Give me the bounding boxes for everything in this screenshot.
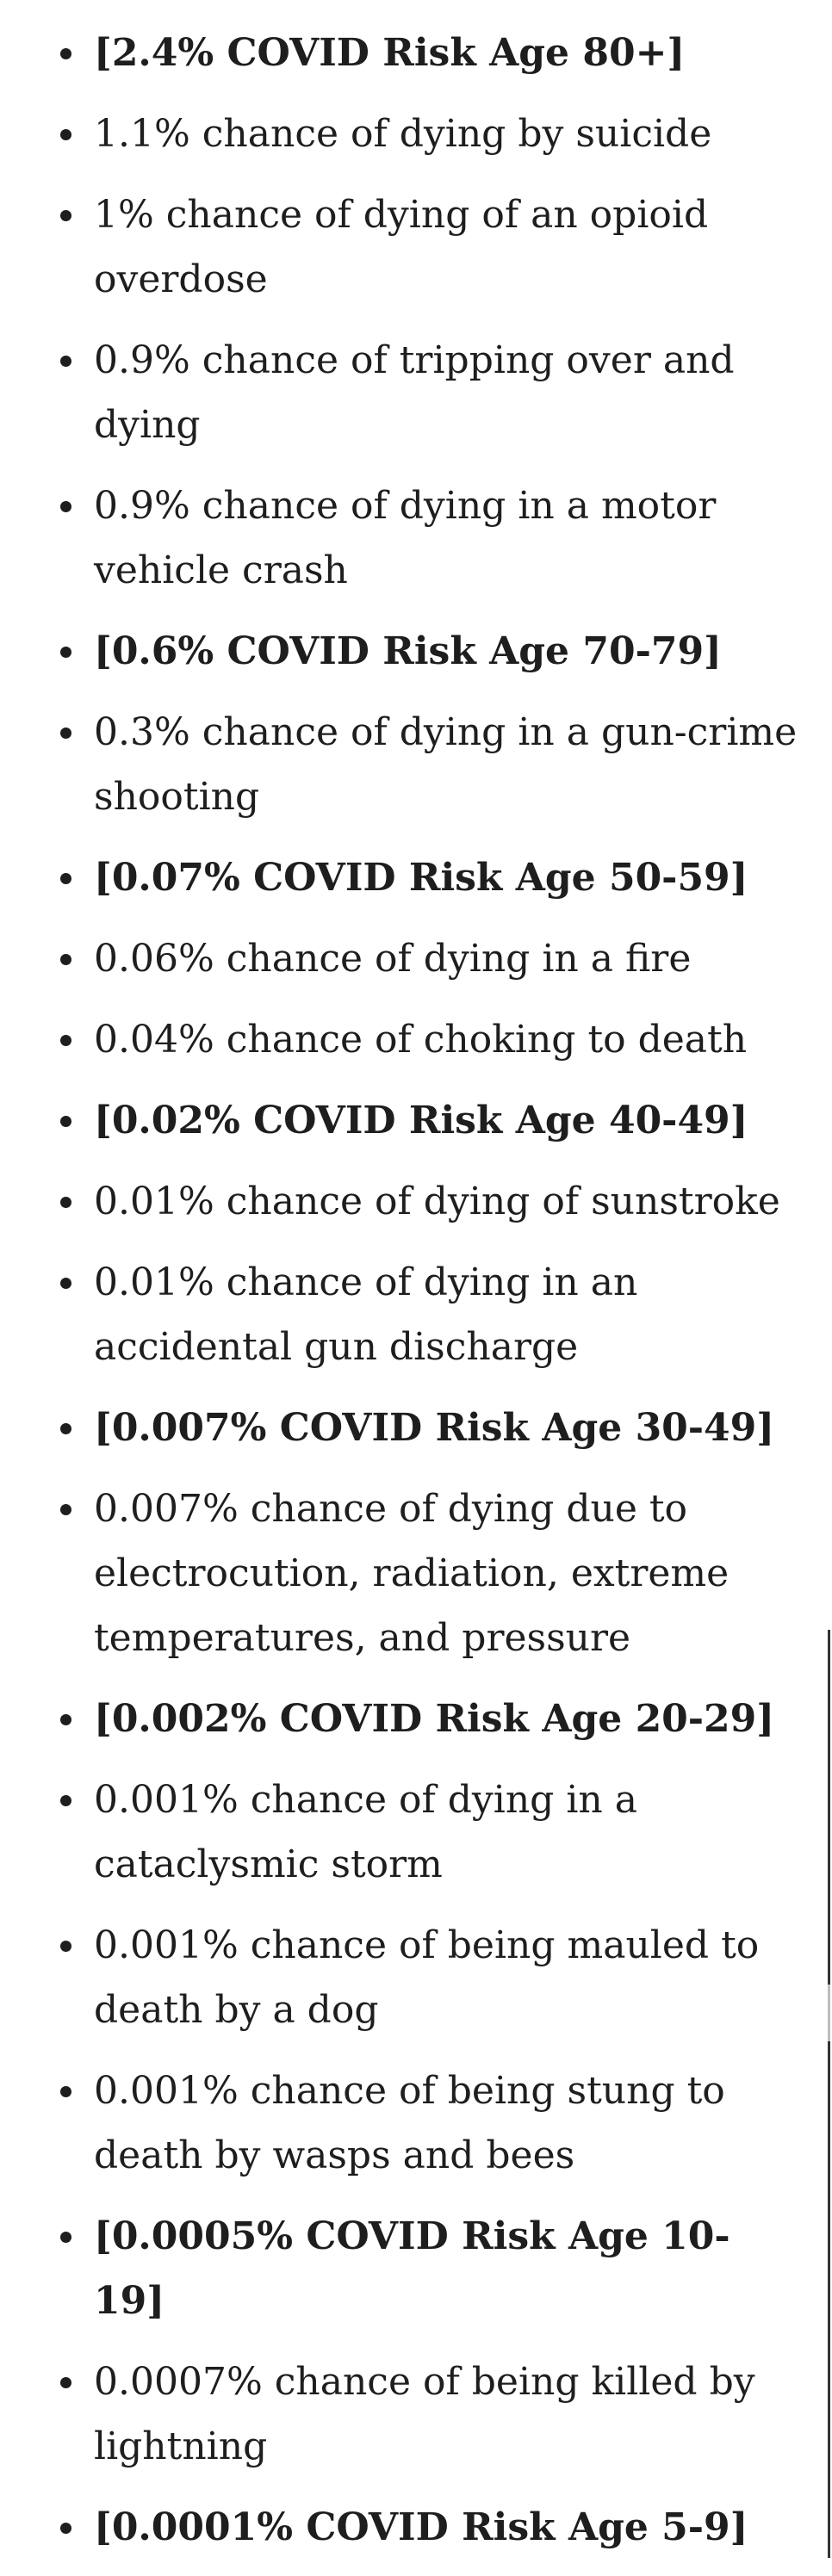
- scrollbar-track[interactable]: [828, 1630, 830, 2558]
- risk-item: 1% chance of dying of an opioid overdose: [0, 183, 810, 312]
- risk-item: 0.9% chance of dying in a motor vehicle crash: [0, 474, 810, 603]
- covid-risk-item: [0.0001% COVID Risk Age 5-9]: [0, 2495, 810, 2560]
- covid-risk-item: [0.002% COVID Risk Age 20-29]: [0, 1687, 810, 1751]
- risk-item: 0.9% chance of tripping over and dying: [0, 328, 810, 457]
- risk-item: 0.007% chance of dying due to electrocution, radiation, extreme temperatures, and pressure: [0, 1477, 810, 1670]
- risk-item: 0.001% chance of being stung to death by wasps and bees: [0, 2059, 810, 2188]
- covid-risk-item: [0.0005% COVID Risk Age 10-19]: [0, 2204, 810, 2333]
- covid-risk-item: [0.6% COVID Risk Age 70-79]: [0, 619, 810, 684]
- risk-item: 0.3% chance of dying in a gun-crime shooting: [0, 700, 810, 829]
- risk-item: 0.001% chance of dying in a cataclysmic storm: [0, 1768, 810, 1897]
- risk-item: 0.06% chance of dying in a fire: [0, 926, 810, 991]
- risk-item: 0.01% chance of dying of sunstroke: [0, 1169, 810, 1234]
- risk-list: [0, 21, 810, 2576]
- risk-item: 0.0007% chance of being killed by lightning: [0, 2350, 810, 2479]
- scrollbar-thumb[interactable]: [828, 1985, 830, 2041]
- risk-item: 0.01% chance of dying in an accidental gun discharge: [0, 1250, 810, 1379]
- risk-item: 0.04% chance of choking to death: [0, 1007, 810, 1072]
- risk-item: 1.1% chance of dying by suicide: [0, 102, 810, 166]
- covid-risk-item: [0.007% COVID Risk Age 30-49]: [0, 1396, 810, 1460]
- covid-risk-item: [2.4% COVID Risk Age 80+]: [0, 21, 810, 85]
- risk-item: 0.001% chance of being mauled to death by a dog: [0, 1913, 810, 2042]
- covid-risk-item: [0.02% COVID Risk Age 40-49]: [0, 1088, 810, 1153]
- covid-risk-item: [0.07% COVID Risk Age 50-59]: [0, 845, 810, 910]
